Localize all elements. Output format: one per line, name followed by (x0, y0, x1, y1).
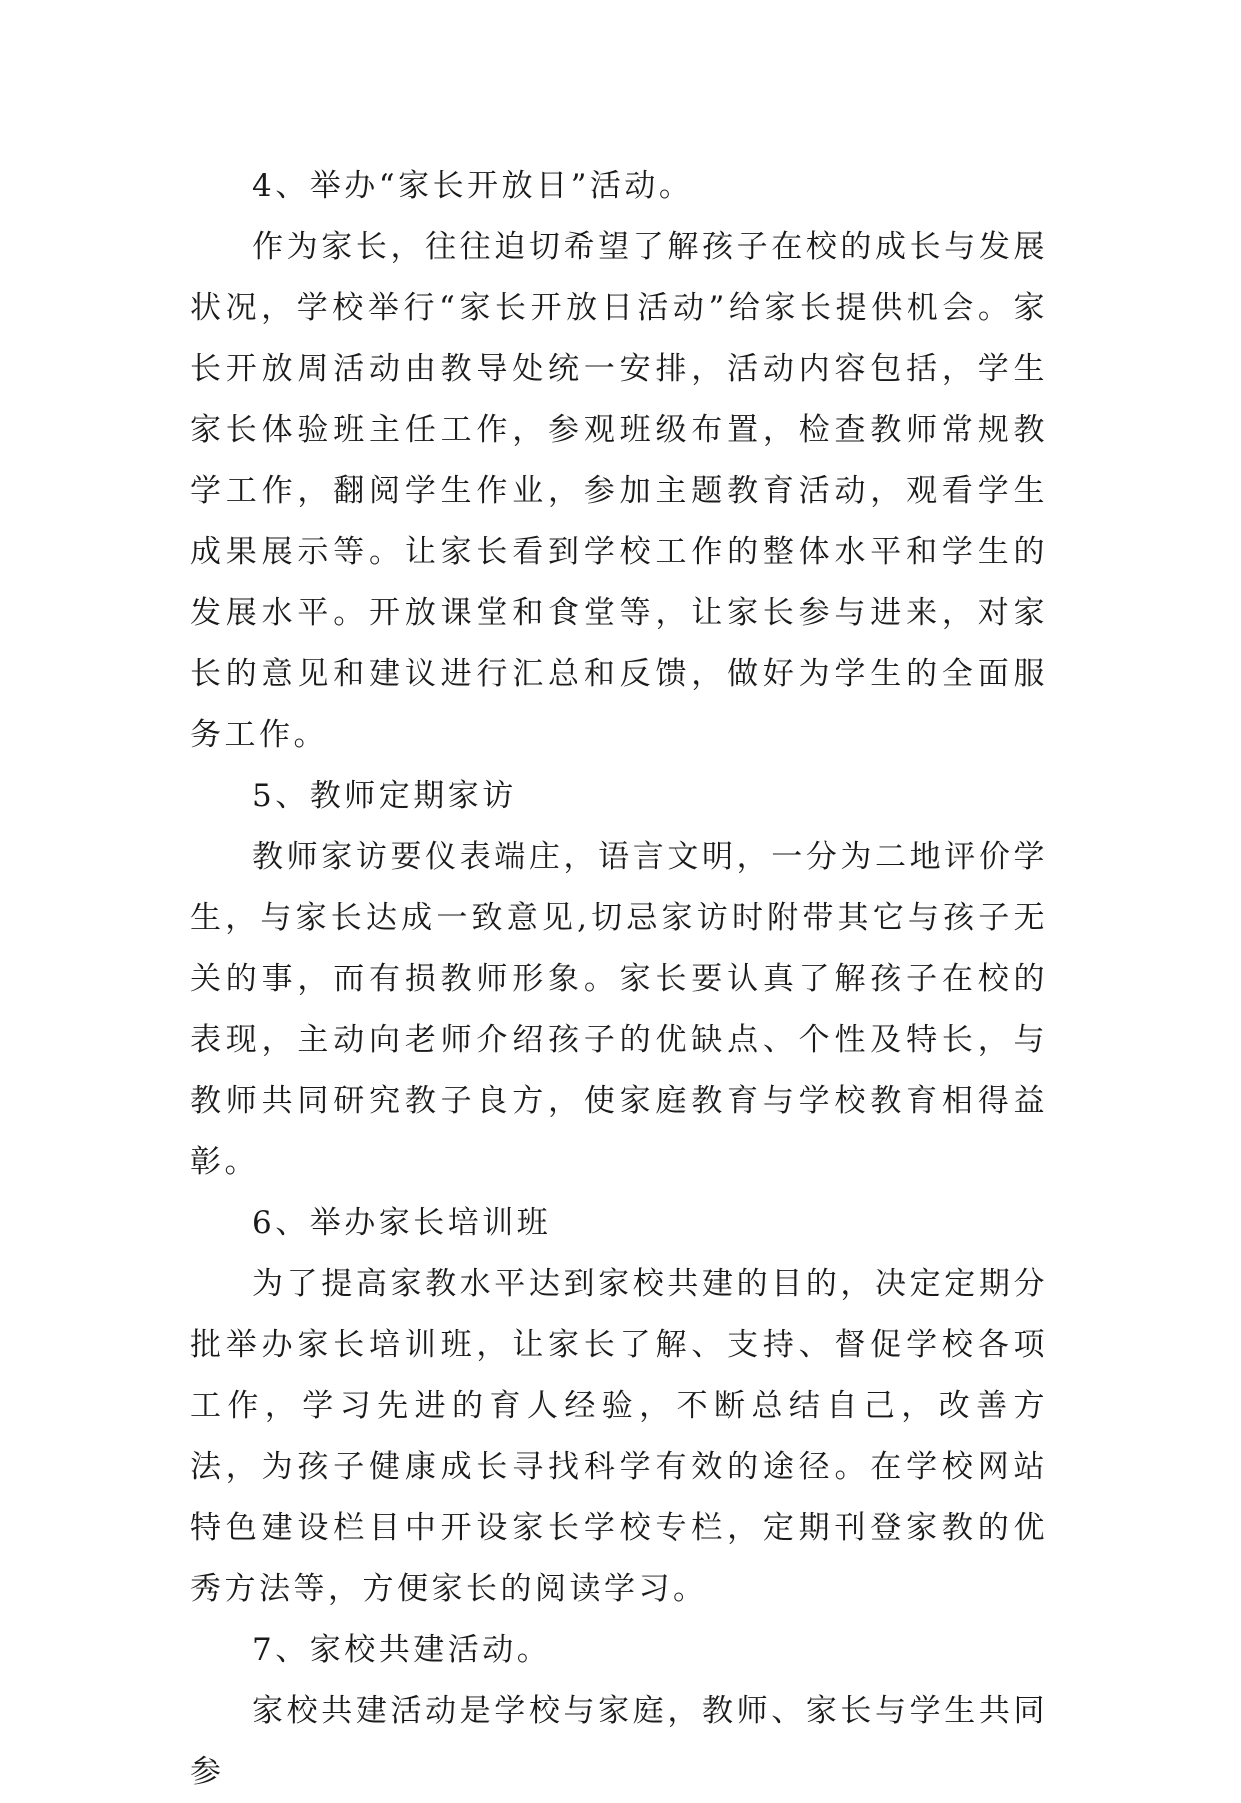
section-heading-5: 5、教师定期家访 (252, 778, 517, 814)
section-paragraph-4: 作为家长，往往迫切希望了解孩子在校的成长与发展状况，学校举行“家长开放日活动”给家长提供机会。家长开放周活动由教导处统一安排，活动内容包括，学生家长体验班主任工作，参观班级布置，检查教师常规教学工作，翻阅学生作业，参加主题教育活动，观看学生成果展示等。让家长看到学校工作的整体水平和学生的发展水平。开放课堂和食堂等，让家长参与进来，对家长的意见和建议进行汇总和反馈，做好为学生的全面服务工作。 (190, 229, 1048, 753)
section-heading-4: 4、举办“家长开放日”活动。 (252, 168, 694, 204)
section-paragraph-7: 家校共建活动是学校与家庭，教师、家长与学生共同参 (190, 1693, 1048, 1790)
section-heading-6: 6、举办家长培训班 (252, 1205, 552, 1241)
section-heading-7: 7、家校共建活动。 (252, 1632, 552, 1668)
section-paragraph-5: 教师家访要仪表端庄，语言文明，一分为二地评价学生，与家长达成一致意见,切忌家访时附带其它与孩子无关的事，而有损教师形象。家长要认真了解孩子在校的表现，主动向老师介绍孩子的优缺点、个性及特长，与教师共同研究教子良方，使家庭教育与学校教育相得益彰。 (190, 839, 1048, 1180)
section-paragraph-6: 为了提高家教水平达到家校共建的目的，决定定期分批举办家长培训班，让家长了解、支持、督促学校各项工作，学习先进的育人经验，不断总结自己，改善方法，为孩子健康成长寻找科学有效的途径。在学校网站特色建设栏目中开设家长学校专栏，定期刊登家教的优秀方法等，方便家长的阅读学习。 (190, 1266, 1048, 1607)
document-body (190, 156, 1048, 1803)
